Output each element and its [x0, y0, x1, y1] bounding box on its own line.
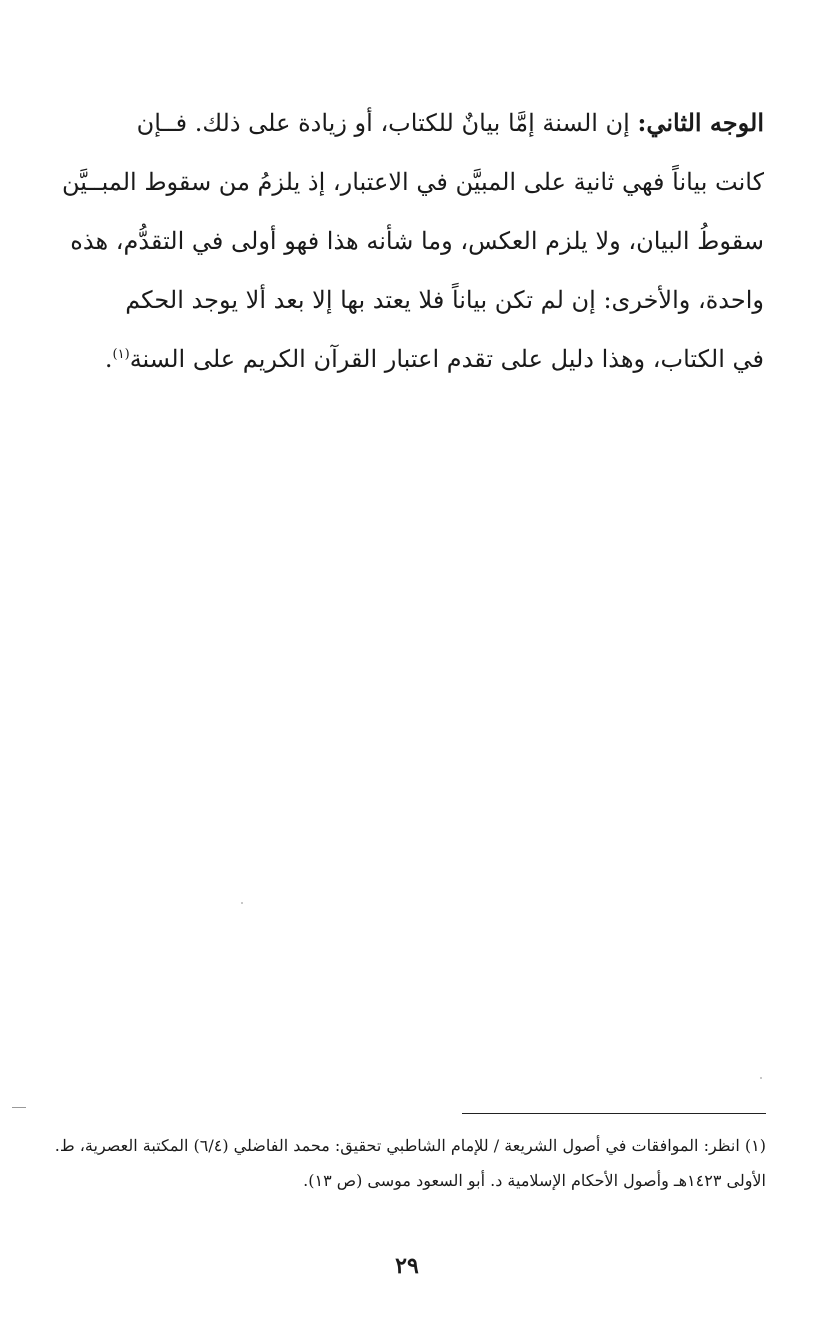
paragraph-end-punctuation: .: [104, 345, 113, 373]
main-paragraph: [52, 93, 764, 389]
paragraph-line-3: سقوطُ البيان، ولا يلزم العكس، وما شأنه هذا فهو أولى في التقدُّم، هذه: [70, 227, 764, 255]
paragraph-line-4: واحدة، والأخرى: إن لم تكن بياناً فلا يعتد بها إلا بعد ألا يوجد الحكم: [125, 286, 764, 314]
paragraph-line-2: كانت بياناً فهي ثانية على المبيَّن في الاعتبار، إذ يلزمُ من سقوط المبــيَّن: [62, 168, 764, 196]
footnote-line-1: (١) انظر: الموافقات في أصول الشريعة / للإمام الشاطبي تحقيق: محمد الفاضلي (٦/٤) المكتبة العصرية، ط.: [54, 1136, 766, 1155]
paragraph-line-5-text: في الكتاب، وهذا دليل على تقدم اعتبار القرآن الكريم على السنة: [129, 345, 764, 373]
paragraph-line-5: [52, 330, 764, 389]
paragraph-line-1: [52, 93, 764, 153]
scan-speck: [760, 1077, 762, 1079]
footnotes-block: [38, 1128, 766, 1198]
footnote-line-2: الأولى ١٤٢٣هـ وأصول الأحكام الإسلامية د. أبو السعود موسى (ص ١٣).: [303, 1171, 766, 1190]
section-heading: الوجه الثاني:: [637, 108, 764, 137]
footnote-separator: [462, 1113, 766, 1114]
page-number: ٢٩: [395, 1253, 419, 1279]
scan-speck: [241, 902, 243, 904]
margin-mark: [12, 1107, 26, 1108]
footnote-reference[interactable]: (١): [112, 347, 130, 362]
paragraph-line-1-text: إن السنة إمَّا بيانٌ للكتاب، أو زيادة على ذلك. فــإن: [136, 109, 638, 137]
